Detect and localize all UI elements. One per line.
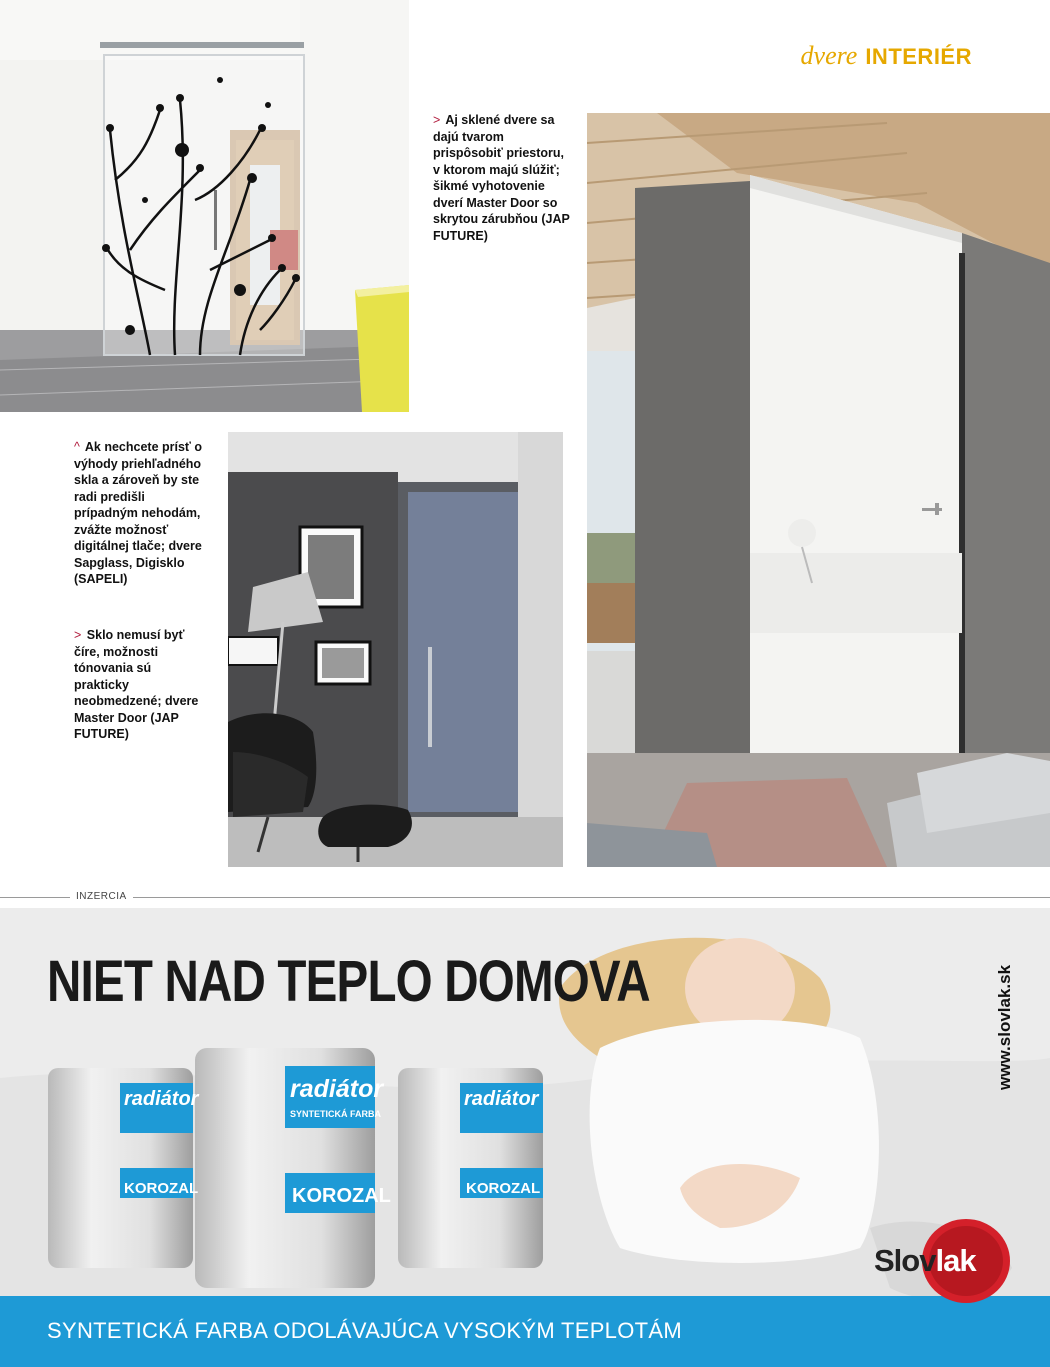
photo-attic-white-door <box>587 113 1050 867</box>
ad-url: www.slovlak.sk <box>995 964 1014 1090</box>
can-label-center: radiátor <box>290 1075 384 1103</box>
photo-glass-door-branches <box>0 0 409 412</box>
logo-wordmark <box>874 1243 976 1279</box>
logo-part1: Slov <box>874 1243 936 1278</box>
caption-digital-print <box>74 439 204 588</box>
can-label-right-name: KOROZAL <box>466 1180 541 1197</box>
section-name: dvere <box>800 41 858 70</box>
logo-part2: lak <box>935 1243 976 1278</box>
caption-text: Aj sklené dvere sa dajú tvarom prispôsobiť priestoru, v ktorom majú slúžiť; šikmé vyhotovenie dverí Master Door so skrytou zárubňou (JAP FUTURE) <box>433 113 570 243</box>
ad-divider <box>0 897 1050 898</box>
caption-tinted-glass <box>74 627 204 743</box>
can-label-right: radiátor <box>464 1088 539 1110</box>
caption-text: Sklo nemusí byť číre, možnosti tónovania sú prakticky neobmedzené; dvere Master Door (JAP FUTURE) <box>74 628 199 741</box>
can-label-left-name: KOROZAL <box>124 1180 199 1197</box>
caption-text: Ak nechcete prísť o výhody priehľadného skla a zároveň by ste radi predišli prípadným nehodám, zvážte možnosť digitálnej tlače; dvere Sapglass, Digisklo (SAPELI) <box>74 440 203 586</box>
can-label-center-sub: SYNTETICKÁ FARBA <box>290 1109 382 1119</box>
ad-label: INZERCIA <box>70 891 133 902</box>
section-header <box>801 40 972 71</box>
section-category: INTERIÉR <box>865 44 972 69</box>
ad-tagline: SYNTETICKÁ FARBA ODOLÁVAJÚCA VYSOKÝM TEPLOTÁM <box>47 1318 682 1343</box>
caption-marker: ^ <box>74 440 80 454</box>
photo-tinted-glass-door <box>228 432 563 867</box>
caption-marker: > <box>433 113 441 127</box>
can-label-left: radiátor <box>124 1088 199 1110</box>
caption-marker: > <box>74 628 82 642</box>
caption-slanted-door <box>433 112 573 244</box>
can-label-center-name: KOROZAL <box>292 1185 391 1207</box>
ad-headline: NIET NAD TEPLO DOMOVA <box>47 949 650 1014</box>
